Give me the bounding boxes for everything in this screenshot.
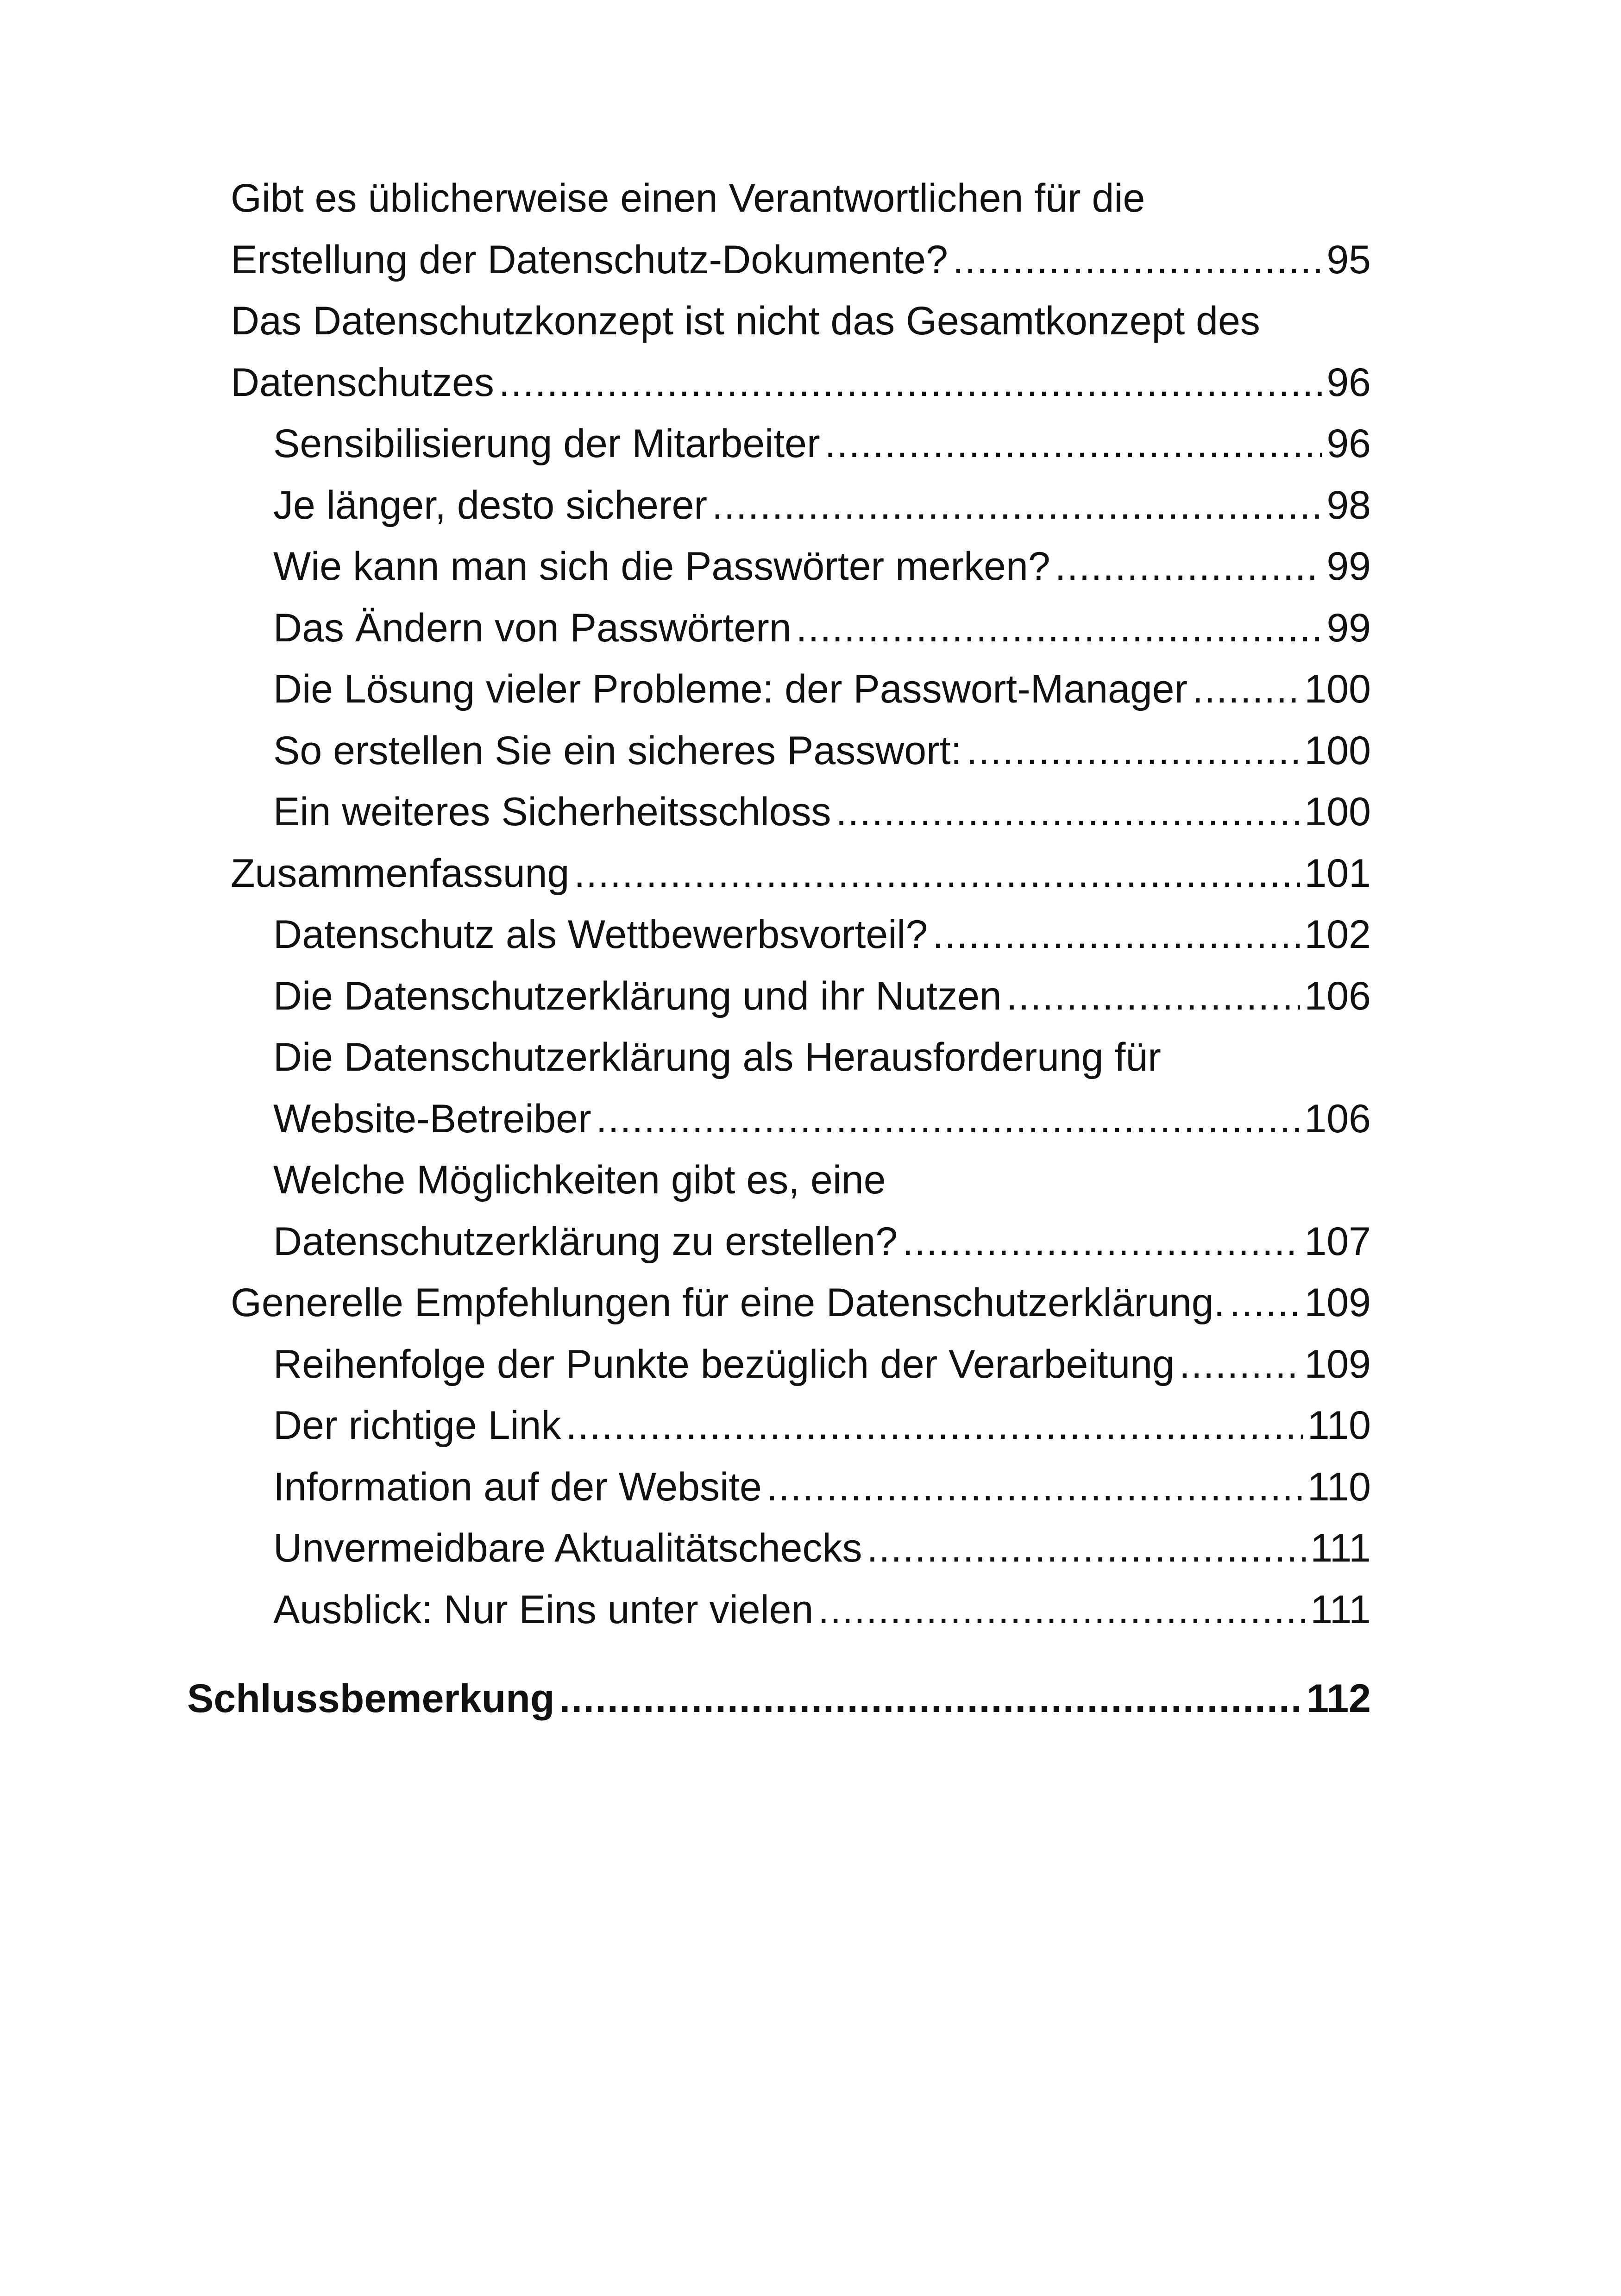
toc-page-number: 101 [1304,851,1371,896]
toc-page-number: 109 [1304,1342,1371,1386]
toc-dot-leader [953,229,1322,290]
toc-entry-line [231,843,1371,904]
toc-entry-line [231,1272,1371,1333]
toc-entry-title: Information auf der Website [273,1465,762,1509]
toc-dot-leader [818,1579,1306,1640]
toc-page-number: 99 [1326,544,1371,589]
toc-entry-line [273,536,1371,597]
toc-dot-leader [1192,659,1300,720]
toc-dot-leader [967,720,1300,781]
toc-entry-line [273,1456,1371,1518]
toc-page-number: 111 [1310,1526,1371,1570]
toc-page-number: 111 [1310,1587,1371,1632]
toc-dot-leader [712,475,1322,536]
toc-entry-title: Wie kann man sich die Passwörter merken? [273,544,1050,589]
toc-page-number: 98 [1326,483,1371,527]
toc-entry-line [231,290,1371,351]
toc-entry-line [273,475,1371,536]
toc-dot-leader [1179,1334,1300,1395]
toc-page-number: 96 [1326,421,1371,466]
toc-entry-title: Der richtige Link [273,1403,561,1448]
toc-entry-line [273,966,1371,1027]
toc-dot-leader [825,413,1322,474]
toc-dot-leader [1006,966,1300,1027]
toc-entry-title: Website-Betreiber [273,1097,591,1141]
toc-entry-line [231,168,1371,229]
toc-page-number: 95 [1326,238,1371,282]
toc-page-number: 110 [1307,1403,1371,1448]
toc-entry-line [273,659,1371,720]
toc-dot-leader [767,1456,1303,1518]
toc-entry-line [273,1518,1371,1579]
toc-page-number: 100 [1304,790,1371,834]
toc-entry-line [231,352,1371,413]
toc-dot-leader [902,1211,1300,1272]
toc-entry-title: Datenschutzes [231,360,494,405]
toc-entry-title: Je länger, desto sicherer [273,483,707,527]
toc-dot-leader [836,781,1300,842]
toc-page-number: 102 [1304,912,1371,957]
toc-dot-leader [596,1088,1300,1149]
toc-dot-leader [499,352,1322,413]
toc-entry-line [273,1027,1371,1088]
toc-entry-line [187,1668,1371,1729]
toc-entry-title: Das Datenschutzkonzept ist nicht das Gesamtkonzept des [231,299,1260,343]
toc-entry-title: So erstellen Sie ein sicheres Passwort: [273,728,962,773]
toc-entry-title: Reihenfolge der Punkte bezüglich der Verarbeitung [273,1342,1175,1386]
toc-dot-leader [796,597,1322,659]
toc-entry-line [273,1395,1371,1456]
toc-entry-line [273,1088,1371,1149]
toc-dot-leader [559,1668,1302,1729]
toc-entry-title: Erstellung der Datenschutz-Dokumente? [231,238,948,282]
toc-page-number: 106 [1304,974,1371,1018]
toc-page-number: 107 [1304,1219,1371,1264]
toc-dot-leader [565,1395,1303,1456]
toc-entry-title: Zusammenfassung [231,851,570,896]
toc-entry-title: Welche Möglichkeiten gibt es, eine [273,1158,886,1202]
toc-entry-title: Datenschutz als Wettbewerbsvorteil? [273,912,928,957]
toc-page-number: 100 [1304,728,1371,773]
toc-page-number: 106 [1304,1097,1371,1141]
toc-entry-title: Unvermeidbare Aktualitätschecks [273,1526,862,1570]
toc-dot-leader [932,904,1300,965]
toc-entry-title: Generelle Empfehlungen für eine Datenschutzerklärung. [231,1280,1225,1325]
toc-entry-title: Ein weiteres Sicherheitsschloss [273,790,831,834]
toc-page-number: 110 [1307,1465,1371,1509]
toc-entry-line [273,1149,1371,1211]
toc-entry-line [273,904,1371,965]
toc-entry-line [273,413,1371,474]
toc-entry-title: Gibt es üblicherweise einen Verantwortlichen für die [231,176,1145,220]
toc-page-number: 109 [1304,1280,1371,1325]
toc-entry-line [273,1334,1371,1395]
toc-entry-title: Die Datenschutzerklärung als Herausforderung für [273,1035,1161,1079]
toc-page-number: 112 [1307,1676,1371,1721]
toc-entry-line [273,720,1371,781]
toc-entry-title: Schlussbemerkung [187,1676,555,1721]
toc-entry-line [273,781,1371,842]
toc-entry-line [273,597,1371,659]
toc-page-number: 100 [1304,667,1371,711]
toc-entry-title: Die Datenschutzerklärung und ihr Nutzen [273,974,1002,1018]
toc-entry-title: Datenschutzerklärung zu erstellen? [273,1219,898,1264]
toc-dot-leader [574,843,1300,904]
toc-entry-title: Sensibilisierung der Mitarbeiter [273,421,820,466]
toc-dot-leader [867,1518,1306,1579]
toc-entry-line [231,229,1371,290]
toc-entry-line [273,1579,1371,1640]
toc-page-number: 96 [1326,360,1371,405]
toc-dot-leader [1055,536,1322,597]
toc-page-number: 99 [1326,606,1371,650]
toc-entry-title: Die Lösung vieler Probleme: der Passwort-Manager [273,667,1188,711]
toc-entry-line [273,1211,1371,1272]
toc-entry-title: Das Ändern von Passwörtern [273,606,792,650]
toc-entry-title: Ausblick: Nur Eins unter vielen [273,1587,814,1632]
toc-dot-leader [1230,1272,1300,1333]
